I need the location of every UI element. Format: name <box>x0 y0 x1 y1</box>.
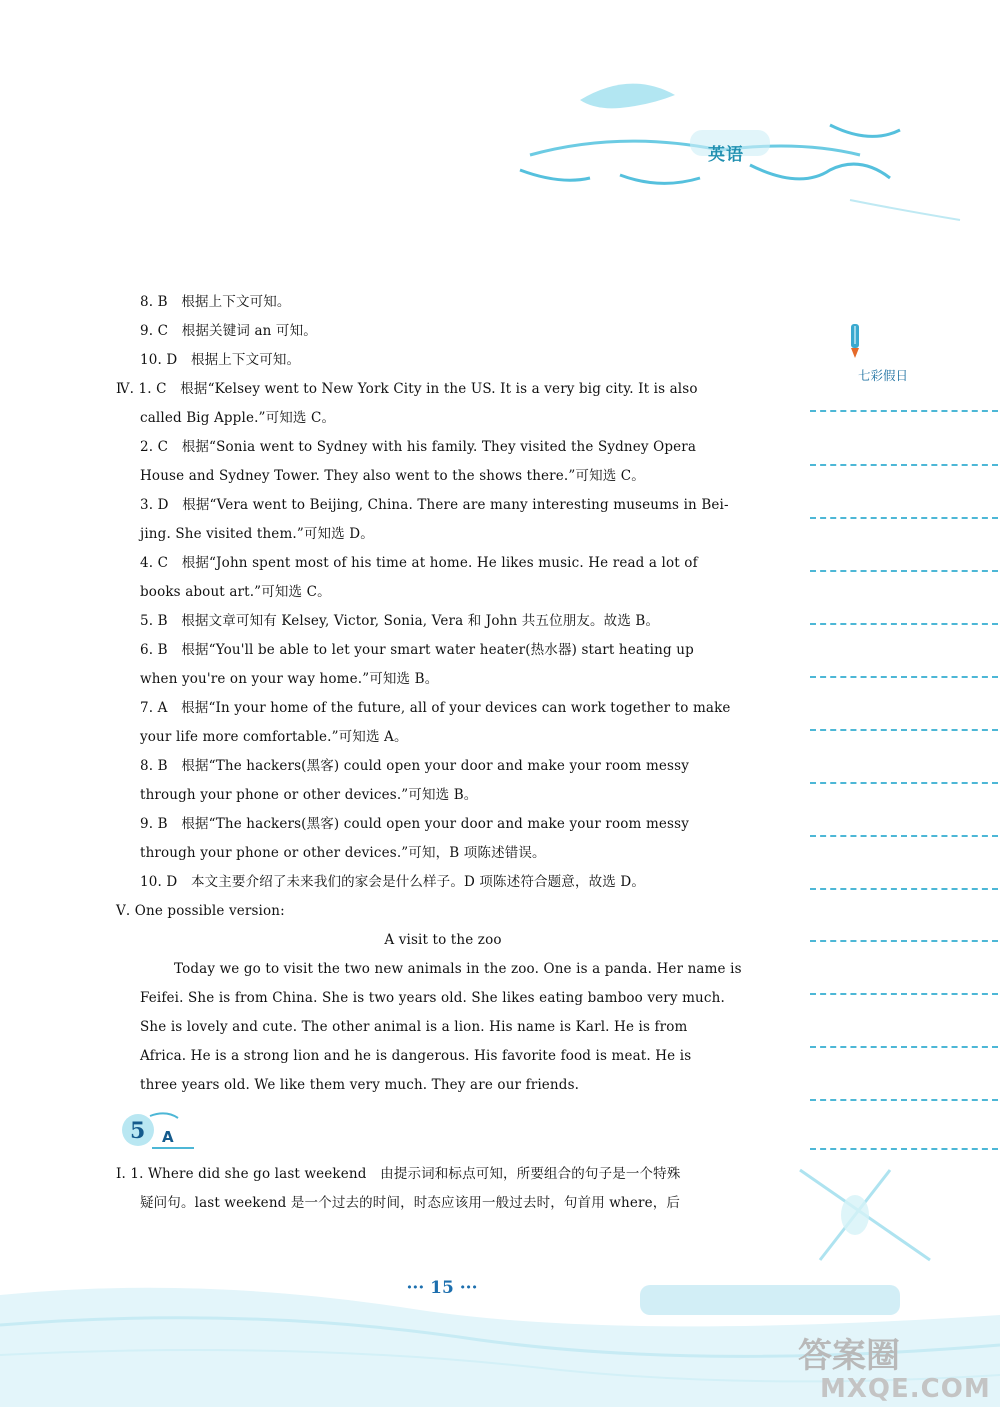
note-line <box>810 623 998 625</box>
note-line <box>810 1099 998 1101</box>
answer-line: 9. B 根据“The hackers(黑客) could open your door and make your room messy <box>140 816 689 832</box>
section-heading-i: Ⅰ. 1. Where did she go last weekend 由提示词和标点可知，所要组合的句子是一个特殊 <box>116 1166 681 1182</box>
unit-badge <box>116 1108 196 1154</box>
answer-line: 疑问句。last weekend 是一个过去的时间，时态应该用一般过去时，句首用 where，后 <box>140 1195 681 1211</box>
next-section <box>116 1160 746 1218</box>
essay-line: Africa. He is a strong lion and he is dangerous. His favorite food is meat. He is <box>140 1048 692 1064</box>
essay-line: She is lovely and cute. The other animal is a lion. His name is Karl. He is from <box>140 1019 688 1035</box>
note-line <box>810 464 998 466</box>
answer-line: 6. B 根据“You'll be able to let your smart water heater(热水器) start heating up <box>140 642 694 658</box>
watermark-url: MXQE.COM <box>820 1374 991 1404</box>
answer-line: 9. C 根据关键词 an 可知。 <box>140 323 317 339</box>
subject-label: 英语 <box>708 145 744 165</box>
answer-line: 10. D 本文主要介绍了未来我们的家会是什么样子。D 项陈述符合题意，故选 D。 <box>140 874 645 890</box>
note-line <box>810 1046 998 1048</box>
answer-line: 10. D 根据上下文可知。 <box>140 352 301 368</box>
note-line <box>810 993 998 995</box>
answer-line: 8. B 根据上下文可知。 <box>140 294 291 310</box>
section-heading-v: Ⅴ. One possible version: <box>116 903 285 919</box>
note-line <box>810 676 998 678</box>
answer-line: 8. B 根据“The hackers(黑客) could open your door and make your room messy <box>140 758 689 774</box>
note-line <box>810 782 998 784</box>
note-line <box>810 835 998 837</box>
section-heading-iv: Ⅳ. 1. C 根据“Kelsey went to New York City in the US. It is a very big city. It is also <box>116 381 698 397</box>
essay-title: A visit to the zoo <box>384 932 502 948</box>
note-line <box>810 1148 998 1150</box>
answer-line: jing. She visited them.”可知选 D。 <box>140 526 374 542</box>
answer-line: 2. C 根据“Sonia went to Sydney with his family. They visited the Sydney Opera <box>140 439 697 455</box>
answer-line: through your phone or other devices.”可知，B 项陈述错误。 <box>140 845 546 861</box>
note-line <box>810 940 998 942</box>
answer-line: when you're on your way home.”可知选 B。 <box>140 671 439 687</box>
page-number: ··· 15 ··· <box>406 1278 478 1298</box>
answer-line: 3. D 根据“Vera went to Beijing, China. There are many interesting museums in Bei- <box>140 497 729 513</box>
essay-line: Feifei. She is from China. She is two years old. She likes eating bamboo very much. <box>140 990 725 1006</box>
answer-line: 4. C 根据“John spent most of his time at home. He likes music. He read a lot of <box>140 555 698 571</box>
note-line <box>810 410 998 412</box>
answer-line: 7. A 根据“In your home of the future, all of your devices can work together to make <box>140 700 731 716</box>
unit-number: 5 <box>130 1118 146 1144</box>
essay-line: three years old. We like them very much. They are our friends. <box>140 1077 580 1093</box>
note-line <box>810 570 998 572</box>
note-line <box>810 888 998 890</box>
answer-content <box>116 288 746 1100</box>
note-line <box>810 729 998 731</box>
answer-line: called Big Apple.”可知选 C。 <box>140 410 336 426</box>
essay-line: Today we go to visit the two new animals in the zoo. One is a panda. Her name is <box>174 961 742 977</box>
unit-letter: A <box>162 1128 174 1146</box>
watermark-logo: 答案圈 <box>798 1336 900 1376</box>
sidebar-label: 七彩假日 <box>858 368 909 383</box>
answer-line: books about art.”可知选 C。 <box>140 584 331 600</box>
pen-icon <box>845 322 865 362</box>
answer-line: 5. B 根据文章可知有 Kelsey, Victor, Sonia, Vera 和 John 共五位朋友。故选 B。 <box>140 613 660 629</box>
answer-line: your life more comfortable.”可知选 A。 <box>140 729 408 745</box>
answer-line: through your phone or other devices.”可知选 B。 <box>140 787 478 803</box>
note-line <box>810 517 998 519</box>
answer-line: House and Sydney Tower. They also went to the shows there.”可知选 C。 <box>140 468 645 484</box>
